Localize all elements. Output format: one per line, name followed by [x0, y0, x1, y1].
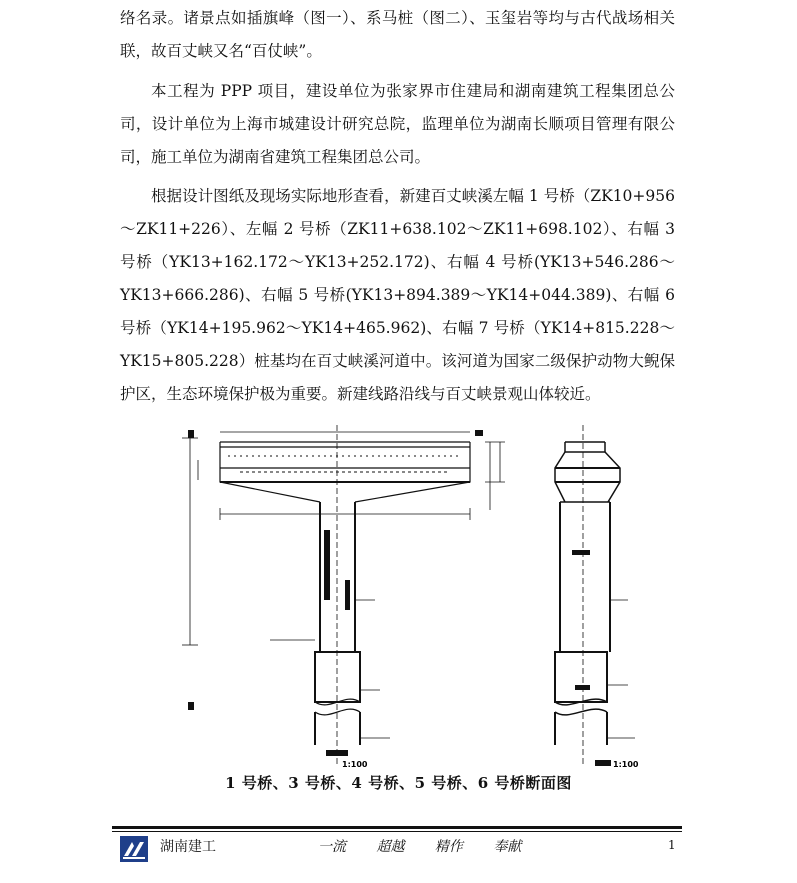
slogan-word: 超越: [376, 839, 405, 855]
right-labels: [572, 550, 611, 766]
scale-left: 1:100: [342, 760, 368, 769]
scale-right: 1:100: [613, 760, 639, 769]
company-logo-icon: [120, 836, 148, 862]
slogan-word: 奉献: [493, 839, 522, 855]
cap-rebar-marks: [228, 456, 462, 472]
slogan-word: 一流: [318, 839, 346, 855]
paragraph-3: 根据设计图纸及现场实际地形查看，新建百丈峡溪左幅 1 号桥（ZK10+956～ZK11+226）、左幅 2 号桥（ZK11+638.102～ZK11+698.102）、右幅 3 号桥（YK13+162.172～YK13+252.172)、右幅 4 号桥(YK13+546.286～YK13+666.286)、右幅 5 号桥(YK13+894.389～YK14+044.389)、右幅 6 号桥（YK14+195.962～YK14+465.962)、右幅 7 号桥（YK14+815.228～YK15+805.228）桩基均在百丈峡溪河道中。该河道为国家二级保护动物大鲵保护区，生态环境保护极为重要。新建线路沿线与百丈峡景观山体较近。: [120, 187, 675, 403]
slogan-word: 精作: [434, 839, 463, 855]
left-pier-elevation: [182, 425, 505, 765]
figure-caption: 1 号桥、3 号桥、4 号桥、5 号桥、6 号桥断面图: [225, 774, 572, 792]
bridge-section-drawing: [150, 420, 650, 770]
right-pier-elevation: [555, 425, 635, 765]
footer-divider-thin: [112, 831, 682, 832]
paragraph-1: 络名录。诸景点如插旗峰（图一）、系马桩（图二）、玉玺岩等均与古代战场相关联，故百丈峡又名“百仗峡”。: [120, 9, 675, 60]
company-name: 湖南建工: [160, 839, 216, 855]
footer-slogan: [318, 836, 547, 856]
footer-divider: [112, 826, 682, 829]
page-number: 1: [668, 838, 676, 852]
paragraph-2: 本工程为 PPP 项目，建设单位为张家界市住建局和湖南建筑工程集团总公司，设计单位为上海市城建设计研究总院，监理单位为湖南长顺项目管理有限公司，施工单位为湖南省建筑工程集团总公司。: [120, 82, 675, 166]
